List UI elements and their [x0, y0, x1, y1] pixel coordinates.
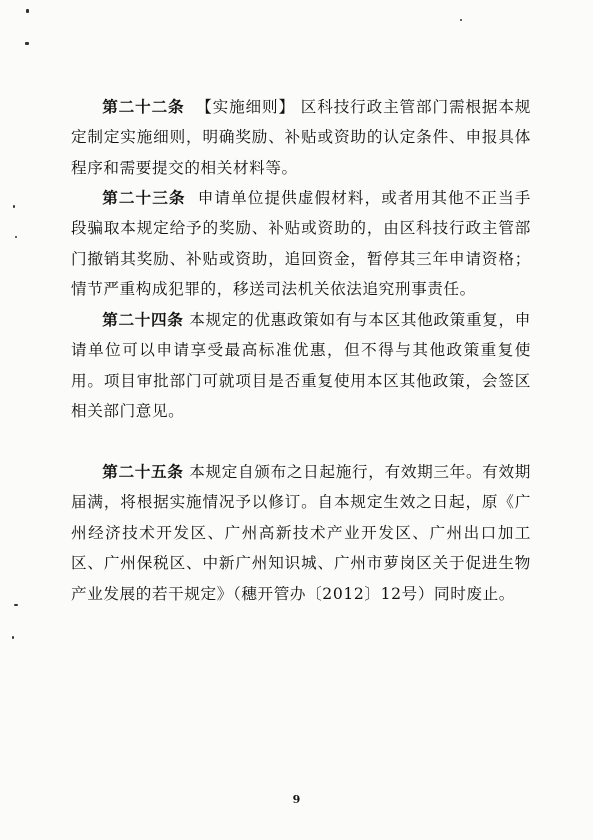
article-25: [71, 457, 531, 609]
scan-mark: [26, 9, 29, 13]
scan-mark: [460, 19, 462, 21]
article-body: 【实施细则】 区科技行政主管部门需根据本规定制定实施细则，明确奖励、补贴或资助的认定条件、申报具体程序和需要提交的相关材料等。: [71, 98, 531, 177]
article-24: [71, 305, 531, 427]
scan-mark: [14, 604, 18, 606]
article-22: [71, 92, 531, 183]
article-body: 本规定的优惠政策如有与本区其他政策重复，申请单位可以申请享受最高标准优惠，但不得与其他政策重复使用。项目审批部门可就项目是否重复使用本区其他政策，会签区相关部门意见。: [71, 311, 531, 421]
article-body: 申请单位提供虚假材料，或者用其他不正当手段骗取本规定给予的奖励、补贴或资助的，由区科技行政主管部门撤销其奖励、补贴或资助，追回资金，暂停其三年申请资格；情节严重构成犯罪的，移送司法机关依法追究刑事责任。: [71, 189, 531, 299]
article-title: 第二十五条: [102, 462, 184, 481]
page-number: 9: [292, 793, 301, 806]
article-body: 本规定自颁布之日起施行，有效期三年。有效期届满，将根据实施情况予以修订。自本规定生效之日起，原《广州经济技术开发区、广州高新技术产业开发区、广州出口加工区、广州保税区、中新广州知识城、广州市萝岗区关于促进生物产业发展的若干规定》（穗开管办〔2012〕12号）同时废止。: [71, 463, 531, 603]
article-23: [71, 183, 531, 305]
article-title: 第二十四条: [102, 310, 184, 329]
scan-mark: [12, 636, 14, 639]
article-title: 第二十二条: [102, 97, 185, 116]
scan-mark: [25, 42, 29, 45]
scan-mark: [13, 205, 15, 208]
scan-mark: [15, 236, 17, 238]
article-title: 第二十三条: [102, 188, 186, 207]
